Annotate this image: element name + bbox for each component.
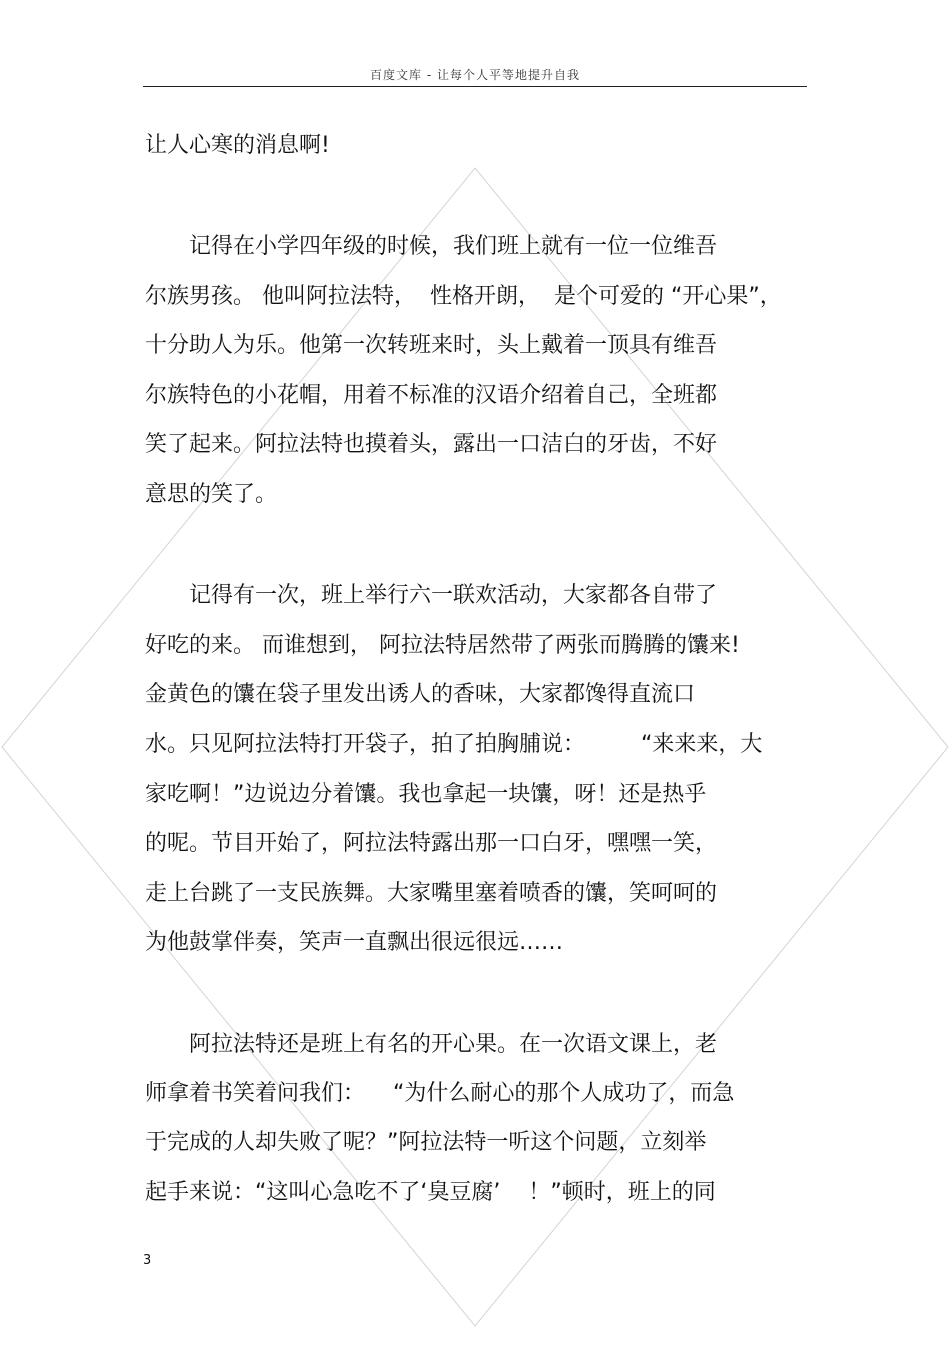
page-header: 百度文库 - 让每个人平等地提升自我 xyxy=(370,68,580,82)
text-line: 起手来说：“这叫心急吃不了‘臭豆腐’ ！”顿时，班上的同 xyxy=(145,1180,716,1205)
text-line: 笑了起来。阿拉法特也摸着头，露出一口洁白的牙齿，不好 xyxy=(145,432,718,457)
page-number: 3 xyxy=(143,1253,152,1268)
header-divider xyxy=(143,86,807,87)
text-line: 走上台跳了一支民族舞。大家嘴里塞着喷香的馕，笑呵呵的 xyxy=(145,881,718,906)
text-line: 的呢。节目开始了，阿拉法特露出那一口白牙，嘿嘿一笑， xyxy=(145,831,718,856)
text-line: 尔族男孩。 他叫阿拉法特， 性格开朗， 是个可爱的 “开心果”， xyxy=(145,284,782,309)
text-line: 师拿着书笑着问我们： “为什么耐心的那个人成功了，而急 xyxy=(145,1081,735,1106)
text-line: 好吃的来。 而谁想到， 阿拉法特居然带了两张而腾腾的馕来! xyxy=(145,633,740,658)
text-line: 家吃啊！”边说边分着馕。我也拿起一块馕，呀！还是热乎 xyxy=(145,782,707,807)
text-line: 意思的笑了。 xyxy=(145,482,278,507)
text-line: 记得在小学四年级的时候，我们班上就有一位一位维吾 xyxy=(145,234,718,259)
text-line: 阿拉法特还是班上有名的开心果。在一次语文课上，老 xyxy=(145,1032,718,1057)
text-line: 为他鼓掌伴奏，笑声一直飘出很远很远…… xyxy=(145,930,564,955)
text-line: 记得有一次，班上举行六一联欢活动，大家都各自带了 xyxy=(145,583,718,608)
text-line: 于完成的人却失败了呢？”阿拉法特一听这个问题，立刻举 xyxy=(145,1130,707,1155)
text-line: 十分助人为乐。他第一次转班来时，头上戴着一顶具有维吾 xyxy=(145,333,718,358)
text-line: 金黄色的馕在袋子里发出诱人的香味，大家都馋得直流口 xyxy=(145,682,696,707)
text-line: 水。只见阿拉法特打开袋子，拍了拍胸脯说： “来来来，大 xyxy=(145,732,763,757)
text-line: 尔族特色的小花帽，用着不标准的汉语介绍着自己，全班都 xyxy=(145,383,718,408)
text-line: 让人心寒的消息啊! xyxy=(145,133,330,158)
